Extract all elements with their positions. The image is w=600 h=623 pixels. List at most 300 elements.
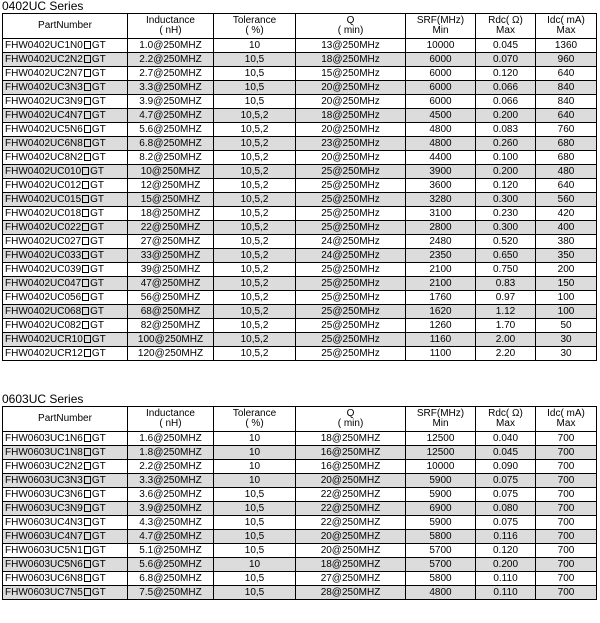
part-number-cell xyxy=(3,263,128,277)
part-number-suffix: GT xyxy=(91,447,106,458)
q-cell: 20@250MHZ xyxy=(296,474,406,488)
part-number-suffix: GT xyxy=(90,264,105,275)
series-0402-title: 0402UC Series xyxy=(2,0,84,13)
tolerance-cell: 10,5,2 xyxy=(214,151,296,165)
tolerance-code-box-icon xyxy=(84,97,91,105)
inductance-cell: 82@250MHZ xyxy=(128,319,214,333)
tolerance-cell: 10,5,2 xyxy=(214,249,296,263)
part-number-prefix: FHW0603UC5N6 xyxy=(5,559,83,570)
rdc-cell: 0.075 xyxy=(476,488,536,502)
inductance-cell: 1.6@250MHZ xyxy=(128,432,214,446)
q-cell: 22@250MHZ xyxy=(296,502,406,516)
tolerance-cell: 10,5,2 xyxy=(214,291,296,305)
idc-cell: 100 xyxy=(536,305,597,319)
part-number-prefix: FHW0402UC2N2 xyxy=(5,54,83,65)
table-row xyxy=(3,81,597,95)
tolerance-cell: 10,5,2 xyxy=(214,263,296,277)
tolerance-code-box-icon xyxy=(84,560,91,568)
q-cell: 25@250MHz xyxy=(296,193,406,207)
q-cell: 25@250MHz xyxy=(296,207,406,221)
tolerance-code-box-icon xyxy=(82,167,89,175)
srf-cell: 6000 xyxy=(406,95,476,109)
series-0603-title: 0603UC Series xyxy=(2,392,84,406)
q-cell: 20@250MHz xyxy=(296,123,406,137)
part-number-cell xyxy=(3,95,128,109)
idc-cell: 700 xyxy=(536,460,597,474)
part-number-cell xyxy=(3,446,128,460)
part-number-cell xyxy=(3,474,128,488)
idc-cell: 840 xyxy=(536,95,597,109)
table-row xyxy=(3,291,597,305)
part-number-cell xyxy=(3,193,128,207)
inductance-cell: 7.5@250MHZ xyxy=(128,586,214,600)
part-number-prefix: FHW0402UC027 xyxy=(5,236,82,247)
table-row xyxy=(3,446,597,460)
header-idc: Idc( mA) Max xyxy=(536,407,597,432)
tolerance-code-box-icon xyxy=(84,83,91,91)
idc-cell: 700 xyxy=(536,432,597,446)
srf-cell: 2100 xyxy=(406,263,476,277)
part-number-cell xyxy=(3,502,128,516)
tolerance-code-box-icon xyxy=(84,574,91,582)
part-number-prefix: FHW0603UC7N5 xyxy=(5,587,83,598)
tolerance-cell: 10,5,2 xyxy=(214,277,296,291)
part-number-suffix: GT xyxy=(91,587,106,598)
tolerance-cell: 10,5 xyxy=(214,544,296,558)
rdc-cell: 0.200 xyxy=(476,165,536,179)
idc-cell: 680 xyxy=(536,137,597,151)
inductance-cell: 22@250MHZ xyxy=(128,221,214,235)
q-cell: 23@250MHz xyxy=(296,137,406,151)
idc-cell: 700 xyxy=(536,572,597,586)
part-number-cell xyxy=(3,333,128,347)
tolerance-code-box-icon xyxy=(84,153,91,161)
part-number-cell xyxy=(3,249,128,263)
idc-cell: 640 xyxy=(536,67,597,81)
header-srf: SRF(MHz) Min xyxy=(406,14,476,39)
rdc-cell: 0.110 xyxy=(476,586,536,600)
q-cell: 22@250MHZ xyxy=(296,488,406,502)
rdc-cell: 0.300 xyxy=(476,221,536,235)
rdc-cell: 0.520 xyxy=(476,235,536,249)
part-number-suffix: GT xyxy=(90,222,105,233)
inductance-cell: 27@250MHZ xyxy=(128,235,214,249)
part-number-cell xyxy=(3,460,128,474)
header-rdc: Rdc( Ω) Max xyxy=(476,14,536,39)
header-rdc: Rdc( Ω) Max xyxy=(476,407,536,432)
part-number-prefix: FHW0402UCR10 xyxy=(5,334,83,345)
tolerance-code-box-icon xyxy=(84,125,91,133)
idc-cell: 200 xyxy=(536,263,597,277)
q-cell: 25@250MHz xyxy=(296,263,406,277)
tolerance-code-box-icon xyxy=(84,55,91,63)
idc-cell: 380 xyxy=(536,235,597,249)
table-row xyxy=(3,221,597,235)
tolerance-code-box-icon xyxy=(84,111,91,119)
srf-cell: 5800 xyxy=(406,572,476,586)
table-row xyxy=(3,193,597,207)
rdc-cell: 0.075 xyxy=(476,516,536,530)
tolerance-code-box-icon xyxy=(82,293,89,301)
part-number-cell xyxy=(3,488,128,502)
tolerance-cell: 10,5 xyxy=(214,572,296,586)
inductance-cell: 2.7@250MHZ xyxy=(128,67,214,81)
part-number-suffix: GT xyxy=(91,96,106,107)
q-cell: 25@250MHz xyxy=(296,305,406,319)
table-row xyxy=(3,235,597,249)
tolerance-cell: 10 xyxy=(214,446,296,460)
part-number-prefix: FHW0402UC010 xyxy=(5,166,82,177)
q-cell: 28@250MHZ xyxy=(296,586,406,600)
tolerance-cell: 10,5,2 xyxy=(214,137,296,151)
part-number-cell xyxy=(3,291,128,305)
table-row xyxy=(3,530,597,544)
tolerance-code-box-icon xyxy=(82,223,89,231)
q-cell: 18@250MHz xyxy=(296,109,406,123)
srf-cell: 5800 xyxy=(406,530,476,544)
tolerance-cell: 10 xyxy=(214,558,296,572)
part-number-prefix: FHW0603UC3N3 xyxy=(5,475,83,486)
rdc-cell: 0.750 xyxy=(476,263,536,277)
part-number-prefix: FHW0603UC4N7 xyxy=(5,531,83,542)
part-number-prefix: FHW0603UC5N1 xyxy=(5,545,83,556)
series-0402-body xyxy=(3,39,597,361)
inductance-cell: 2.2@250MHZ xyxy=(128,53,214,67)
q-cell: 25@250MHz xyxy=(296,319,406,333)
rdc-cell: 0.83 xyxy=(476,277,536,291)
part-number-cell xyxy=(3,137,128,151)
part-number-prefix: FHW0402UC082 xyxy=(5,320,82,331)
header-tolerance: Tolerance ( %) xyxy=(214,407,296,432)
table-row xyxy=(3,516,597,530)
inductance-cell: 56@250MHZ xyxy=(128,291,214,305)
tolerance-cell: 10 xyxy=(214,474,296,488)
inductance-cell: 6.8@250MHZ xyxy=(128,137,214,151)
idc-cell: 700 xyxy=(536,586,597,600)
part-number-prefix: FHW0402UC3N9 xyxy=(5,96,83,107)
part-number-cell xyxy=(3,432,128,446)
srf-cell: 1760 xyxy=(406,291,476,305)
series-0402-table xyxy=(2,13,597,361)
inductance-cell: 3.9@250MHZ xyxy=(128,95,214,109)
part-number-suffix: GT xyxy=(91,433,106,444)
inductance-cell: 39@250MHZ xyxy=(128,263,214,277)
table-row xyxy=(3,502,597,516)
rdc-cell: 0.110 xyxy=(476,572,536,586)
rdc-cell: 1.12 xyxy=(476,305,536,319)
srf-cell: 5700 xyxy=(406,544,476,558)
table-header-row xyxy=(3,407,597,432)
inductance-cell: 8.2@250MHZ xyxy=(128,151,214,165)
table-row xyxy=(3,277,597,291)
series-0603-table xyxy=(2,406,597,600)
idc-cell: 700 xyxy=(536,446,597,460)
tolerance-code-box-icon xyxy=(84,490,91,498)
part-number-prefix: FHW0603UC6N8 xyxy=(5,573,83,584)
q-cell: 24@250MHz xyxy=(296,249,406,263)
q-cell: 25@250MHz xyxy=(296,179,406,193)
idc-cell: 760 xyxy=(536,123,597,137)
idc-cell: 150 xyxy=(536,277,597,291)
part-number-prefix: FHW0402UC4N7 xyxy=(5,110,83,121)
part-number-cell xyxy=(3,572,128,586)
header-inductance: Inductance ( nH) xyxy=(128,407,214,432)
tolerance-cell: 10,5,2 xyxy=(214,207,296,221)
srf-cell: 5900 xyxy=(406,516,476,530)
tolerance-code-box-icon xyxy=(82,307,89,315)
part-number-suffix: GT xyxy=(90,180,105,191)
tolerance-cell: 10,5,2 xyxy=(214,109,296,123)
part-number-prefix: FHW0402UC3N3 xyxy=(5,82,83,93)
part-number-prefix: FHW0603UC1N8 xyxy=(5,447,83,458)
header-q: Q ( min) xyxy=(296,407,406,432)
srf-cell: 6000 xyxy=(406,81,476,95)
part-number-cell xyxy=(3,530,128,544)
part-number-suffix: GT xyxy=(91,559,106,570)
tolerance-cell: 10,5,2 xyxy=(214,193,296,207)
srf-cell: 2480 xyxy=(406,235,476,249)
tolerance-code-box-icon xyxy=(84,532,91,540)
idc-cell: 50 xyxy=(536,319,597,333)
table-row xyxy=(3,460,597,474)
srf-cell: 12500 xyxy=(406,432,476,446)
srf-cell: 3600 xyxy=(406,179,476,193)
table-row xyxy=(3,558,597,572)
srf-cell: 3280 xyxy=(406,193,476,207)
part-number-suffix: GT xyxy=(91,110,106,121)
rdc-cell: 0.100 xyxy=(476,151,536,165)
part-number-cell xyxy=(3,347,128,361)
rdc-cell: 0.116 xyxy=(476,530,536,544)
inductance-cell: 33@250MHZ xyxy=(128,249,214,263)
part-number-prefix: FHW0402UC2N7 xyxy=(5,68,83,79)
rdc-cell: 2.20 xyxy=(476,347,536,361)
tolerance-code-box-icon xyxy=(82,251,89,259)
inductance-cell: 12@250MHZ xyxy=(128,179,214,193)
rdc-cell: 0.200 xyxy=(476,558,536,572)
idc-cell: 480 xyxy=(536,165,597,179)
srf-cell: 1620 xyxy=(406,305,476,319)
part-number-cell xyxy=(3,558,128,572)
q-cell: 27@250MHZ xyxy=(296,572,406,586)
q-cell: 22@250MHZ xyxy=(296,516,406,530)
inductance-cell: 5.6@250MHZ xyxy=(128,123,214,137)
tolerance-code-box-icon xyxy=(82,279,89,287)
srf-cell: 4800 xyxy=(406,123,476,137)
tolerance-code-box-icon xyxy=(84,476,91,484)
rdc-cell: 0.083 xyxy=(476,123,536,137)
tolerance-cell: 10,5,2 xyxy=(214,319,296,333)
part-number-suffix: GT xyxy=(90,250,105,261)
rdc-cell: 0.066 xyxy=(476,95,536,109)
part-number-prefix: FHW0402UC039 xyxy=(5,264,82,275)
q-cell: 20@250MHZ xyxy=(296,544,406,558)
q-cell: 16@250MHZ xyxy=(296,460,406,474)
q-cell: 18@250MHZ xyxy=(296,432,406,446)
part-number-cell xyxy=(3,207,128,221)
idc-cell: 560 xyxy=(536,193,597,207)
table-row xyxy=(3,474,597,488)
part-number-cell xyxy=(3,123,128,137)
inductance-cell: 68@250MHZ xyxy=(128,305,214,319)
part-number-suffix: GT xyxy=(90,194,105,205)
tolerance-cell: 10,5,2 xyxy=(214,235,296,249)
tolerance-cell: 10,5,2 xyxy=(214,179,296,193)
table-row xyxy=(3,544,597,558)
table-row xyxy=(3,151,597,165)
tolerance-code-box-icon xyxy=(84,335,91,343)
table-row xyxy=(3,109,597,123)
part-number-prefix: FHW0402UC022 xyxy=(5,222,82,233)
srf-cell: 5900 xyxy=(406,474,476,488)
idc-cell: 680 xyxy=(536,151,597,165)
idc-cell: 700 xyxy=(536,530,597,544)
tolerance-code-box-icon xyxy=(84,448,91,456)
srf-cell: 4800 xyxy=(406,586,476,600)
part-number-cell xyxy=(3,165,128,179)
tolerance-code-box-icon xyxy=(84,41,91,49)
part-number-cell xyxy=(3,81,128,95)
part-number-suffix: GT xyxy=(91,517,106,528)
idc-cell: 30 xyxy=(536,333,597,347)
part-number-cell xyxy=(3,516,128,530)
part-number-suffix: GT xyxy=(91,573,106,584)
rdc-cell: 0.045 xyxy=(476,39,536,53)
table-row xyxy=(3,319,597,333)
header-partnumber: PartNumber xyxy=(3,407,128,432)
idc-cell: 640 xyxy=(536,109,597,123)
srf-cell: 4400 xyxy=(406,151,476,165)
srf-cell: 1160 xyxy=(406,333,476,347)
idc-cell: 350 xyxy=(536,249,597,263)
q-cell: 25@250MHz xyxy=(296,347,406,361)
table-row xyxy=(3,333,597,347)
part-number-suffix: GT xyxy=(91,503,106,514)
rdc-cell: 0.260 xyxy=(476,137,536,151)
srf-cell: 2100 xyxy=(406,277,476,291)
table-row xyxy=(3,207,597,221)
tolerance-cell: 10 xyxy=(214,460,296,474)
table-row xyxy=(3,572,597,586)
srf-cell: 3100 xyxy=(406,207,476,221)
rdc-cell: 0.090 xyxy=(476,460,536,474)
part-number-suffix: GT xyxy=(90,320,105,331)
part-number-prefix: FHW0603UC3N6 xyxy=(5,489,83,500)
header-tolerance: Tolerance ( %) xyxy=(214,14,296,39)
tolerance-code-box-icon xyxy=(84,139,91,147)
tolerance-cell: 10,5 xyxy=(214,488,296,502)
part-number-suffix: GT xyxy=(91,334,106,345)
table-row xyxy=(3,123,597,137)
part-number-suffix: GT xyxy=(91,545,106,556)
part-number-prefix: FHW0402UCR12 xyxy=(5,348,83,359)
part-number-suffix: GT xyxy=(90,292,105,303)
inductance-cell: 120@250MHZ xyxy=(128,347,214,361)
part-number-prefix: FHW0402UC015 xyxy=(5,194,82,205)
part-number-suffix: GT xyxy=(90,278,105,289)
part-number-suffix: GT xyxy=(91,68,106,79)
tolerance-cell: 10 xyxy=(214,39,296,53)
q-cell: 25@250MHz xyxy=(296,291,406,305)
tolerance-cell: 10,5 xyxy=(214,586,296,600)
part-number-suffix: GT xyxy=(91,489,106,500)
part-number-suffix: GT xyxy=(91,82,106,93)
part-number-cell xyxy=(3,221,128,235)
tolerance-cell: 10,5,2 xyxy=(214,123,296,137)
srf-cell: 10000 xyxy=(406,460,476,474)
tolerance-code-box-icon xyxy=(84,504,91,512)
part-number-prefix: FHW0603UC2N2 xyxy=(5,461,83,472)
inductance-cell: 3.9@250MHZ xyxy=(128,502,214,516)
tolerance-cell: 10,5,2 xyxy=(214,165,296,179)
tolerance-code-box-icon xyxy=(84,462,91,470)
table-row xyxy=(3,432,597,446)
tolerance-code-box-icon xyxy=(82,181,89,189)
rdc-cell: 0.120 xyxy=(476,179,536,193)
idc-cell: 100 xyxy=(536,291,597,305)
part-number-cell xyxy=(3,67,128,81)
table-header-row xyxy=(3,14,597,39)
table-row xyxy=(3,305,597,319)
srf-cell: 4800 xyxy=(406,137,476,151)
idc-cell: 700 xyxy=(536,488,597,502)
part-number-prefix: FHW0402UC047 xyxy=(5,278,82,289)
tolerance-code-box-icon xyxy=(84,518,91,526)
part-number-suffix: GT xyxy=(91,475,106,486)
tolerance-cell: 10,5 xyxy=(214,530,296,544)
header-inductance: Inductance ( nH) xyxy=(128,14,214,39)
part-number-cell xyxy=(3,151,128,165)
q-cell: 25@250MHz xyxy=(296,165,406,179)
series-0603-body xyxy=(3,432,597,600)
rdc-cell: 0.070 xyxy=(476,53,536,67)
table-row xyxy=(3,263,597,277)
inductance-cell: 1.8@250MHZ xyxy=(128,446,214,460)
tolerance-code-box-icon xyxy=(82,209,89,217)
part-number-cell xyxy=(3,39,128,53)
part-number-prefix: FHW0402UC1N0 xyxy=(5,40,83,51)
tolerance-code-box-icon xyxy=(82,265,89,273)
rdc-cell: 0.97 xyxy=(476,291,536,305)
table-row xyxy=(3,53,597,67)
part-number-cell xyxy=(3,277,128,291)
tolerance-code-box-icon xyxy=(84,588,91,596)
table-row xyxy=(3,137,597,151)
table-row xyxy=(3,165,597,179)
inductance-cell: 18@250MHZ xyxy=(128,207,214,221)
rdc-cell: 2.00 xyxy=(476,333,536,347)
table-row xyxy=(3,179,597,193)
tolerance-cell: 10,5 xyxy=(214,95,296,109)
rdc-cell: 0.300 xyxy=(476,193,536,207)
rdc-cell: 0.080 xyxy=(476,502,536,516)
header-partnumber: PartNumber xyxy=(3,14,128,39)
q-cell: 16@250MHZ xyxy=(296,446,406,460)
part-number-suffix: GT xyxy=(91,138,106,149)
q-cell: 20@250MHz xyxy=(296,81,406,95)
srf-cell: 10000 xyxy=(406,39,476,53)
tolerance-cell: 10,5 xyxy=(214,81,296,95)
part-number-prefix: FHW0402UC8N2 xyxy=(5,152,83,163)
inductance-cell: 5.1@250MHZ xyxy=(128,544,214,558)
part-number-suffix: GT xyxy=(91,152,106,163)
srf-cell: 4500 xyxy=(406,109,476,123)
tolerance-code-box-icon xyxy=(84,349,91,357)
inductance-cell: 6.8@250MHZ xyxy=(128,572,214,586)
srf-cell: 5900 xyxy=(406,488,476,502)
part-number-prefix: FHW0603UC1N6 xyxy=(5,433,83,444)
inductance-cell: 3.3@250MHZ xyxy=(128,81,214,95)
